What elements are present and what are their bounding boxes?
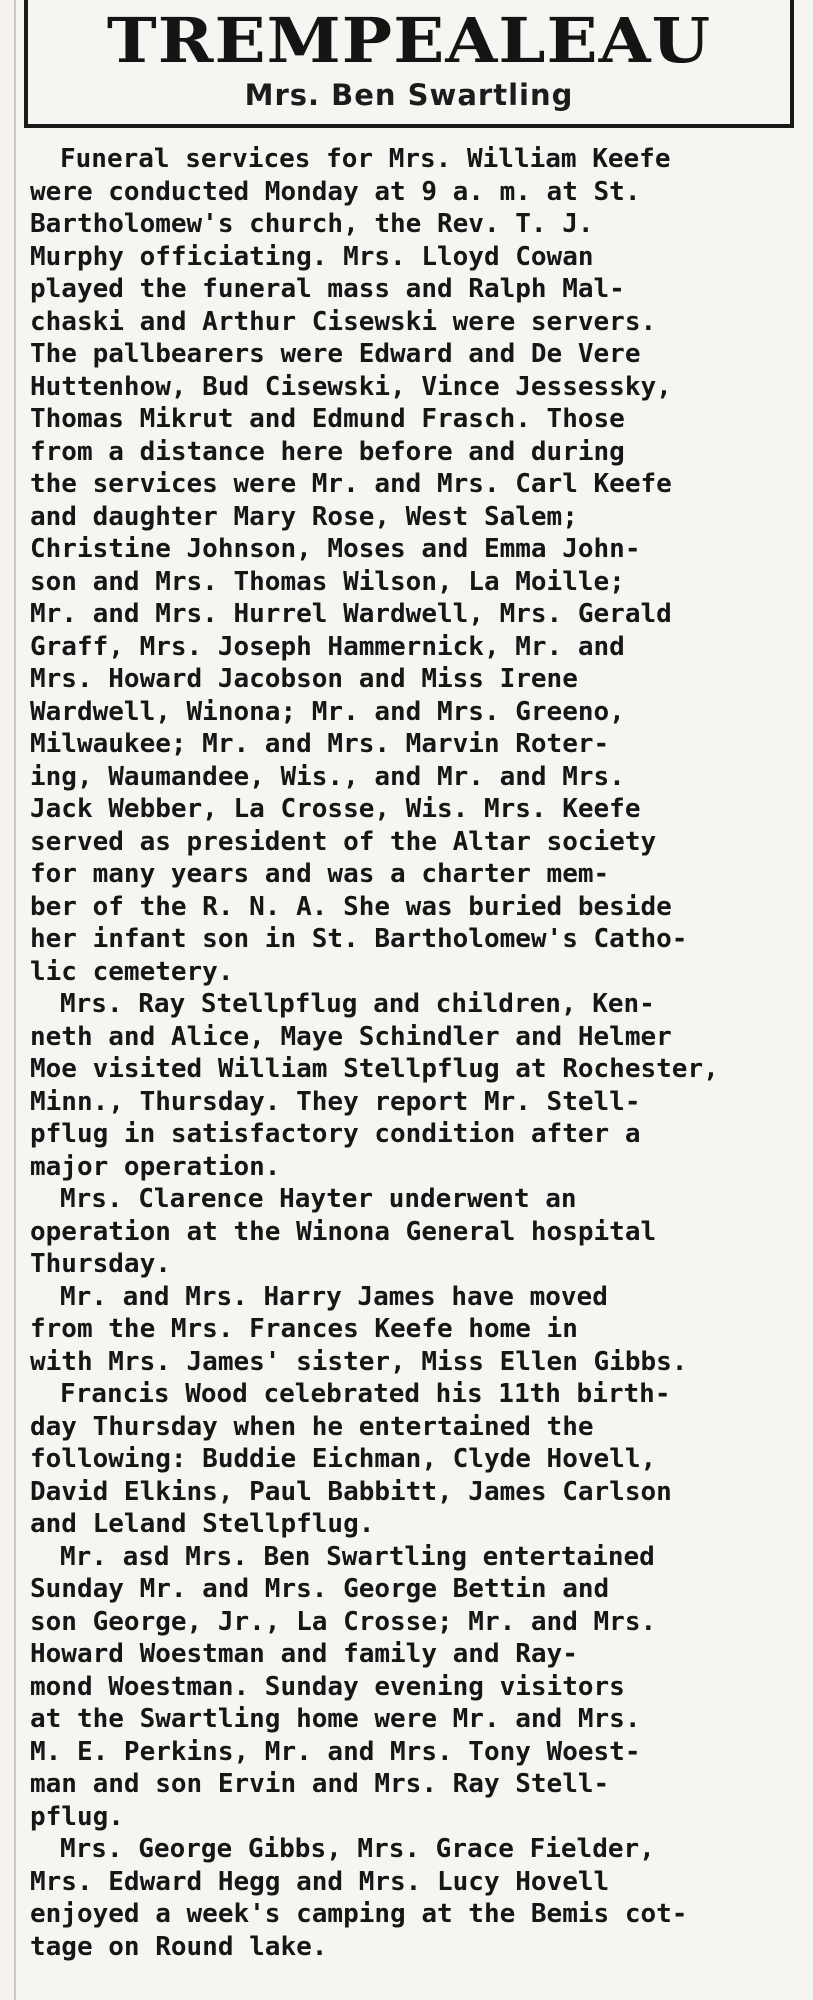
text-line: Thomas Mikrut and Edmund Frasch. Those	[30, 404, 625, 434]
text-line: M. E. Perkins, Mr. and Mrs. Tony Woest-	[30, 1736, 641, 1767]
text-line: son George, Jr., La Crosse; Mr. and Mrs.	[30, 1606, 657, 1637]
text-line: from a distance here before and during	[30, 436, 625, 467]
text-line: ber of the R. N. A. She was buried beside	[30, 891, 672, 922]
text-line: served as president of the Altar society	[30, 826, 657, 857]
article-paragraph	[30, 1833, 800, 1963]
article-paragraph	[30, 1183, 800, 1281]
text-line: and daughter Mary Rose, West Salem;	[30, 501, 578, 532]
text-line: played the funeral mass and Ralph Mal-	[30, 274, 625, 304]
text-line: Mrs. George Gibbs, Mrs. Grace Fielder,	[60, 1834, 655, 1864]
article-paragraph	[30, 988, 800, 1183]
article-paragraph	[30, 1281, 800, 1379]
text-line: major operation.	[30, 1151, 281, 1182]
column-title: TREMPEALEAU	[106, 4, 712, 77]
text-line: Funeral services for Mrs. William Keefe	[60, 144, 671, 174]
article-paragraph	[30, 1541, 800, 1834]
article-paragraph	[30, 143, 800, 988]
text-line: Mrs. Ray Stellpflug and children, Ken-	[60, 989, 655, 1019]
text-line: Mrs. Clarence Hayter underwent an	[60, 1184, 577, 1214]
text-line: for many years and was a charter mem-	[30, 859, 610, 889]
text-line: Minn., Thursday. They report Mr. Stell-	[30, 1086, 641, 1117]
text-line: Thursday.	[30, 1249, 171, 1279]
text-line: the services were Mr. and Mrs. Carl Keefe	[30, 469, 672, 499]
text-line: Christine Johnson, Moses and Emma John-	[30, 534, 641, 564]
text-line: pflug in satisfactory condition after a	[30, 1119, 641, 1149]
text-line: Mr. and Mrs. Hurrel Wardwell, Mrs. Gerald	[30, 599, 672, 629]
text-line: Bartholomew's church, the Rev. T. J.	[30, 209, 594, 239]
text-line: Huttenhow, Bud Cisewski, Vince Jessessky,	[30, 371, 672, 402]
text-line: Mr. asd Mrs. Ben Swartling entertained	[60, 1541, 655, 1572]
text-line: were conducted Monday at 9 a. m. at St.	[30, 176, 641, 207]
text-line: Mrs. Howard Jacobson and Miss Irene	[30, 664, 578, 694]
text-line: neth and Alice, Maye Schindler and Helmer	[30, 1021, 672, 1052]
text-line: Francis Wood celebrated his 11th birth-	[60, 1379, 671, 1409]
text-line: Milwaukee; Mr. and Mrs. Marvin Roter-	[30, 729, 610, 759]
text-line: her infant son in St. Bartholomew's Catho-	[30, 924, 688, 954]
text-line: tage on Round lake.	[30, 1931, 328, 1962]
column-header	[24, 0, 794, 128]
text-line: David Elkins, Paul Babbitt, James Carlson	[30, 1476, 672, 1507]
text-line: pflug.	[30, 1801, 124, 1832]
text-line: Jack Webber, La Crosse, Wis. Mrs. Keefe	[30, 794, 641, 824]
text-line: with Mrs. James' sister, Miss Ellen Gibbs.	[30, 1346, 688, 1377]
article-body	[30, 143, 800, 1963]
text-line: Mrs. Edward Hegg and Mrs. Lucy Hovell	[30, 1866, 610, 1897]
text-line: operation at the Winona General hospital	[30, 1216, 657, 1247]
text-line: lic cemetery.	[30, 956, 234, 987]
text-line: Mr. and Mrs. Harry James have moved	[60, 1281, 608, 1312]
text-line: Graff, Mrs. Joseph Hammernick, Mr. and	[30, 631, 625, 662]
text-line: ing, Waumandee, Wis., and Mr. and Mrs.	[30, 761, 625, 792]
text-line: The pallbearers were Edward and De Vere	[30, 339, 641, 369]
text-line: from the Mrs. Frances Keefe home in	[30, 1314, 578, 1344]
text-line: Moe visited William Stellpflug at Rochester,	[30, 1054, 719, 1084]
text-line: Wardwell, Winona; Mr. and Mrs. Greeno,	[30, 696, 625, 727]
text-line: son and Mrs. Thomas Wilson, La Moille;	[30, 566, 625, 597]
text-line: Howard Woestman and family and Ray-	[30, 1639, 578, 1669]
text-line: Sunday Mr. and Mrs. George Bettin and	[30, 1574, 610, 1604]
text-line: and Leland Stellpflug.	[30, 1509, 375, 1539]
text-line: man and son Ervin and Mrs. Ray Stell-	[30, 1769, 610, 1799]
text-line: following: Buddie Eichman, Clyde Hovell,	[30, 1444, 657, 1474]
text-line: mond Woestman. Sunday evening visitors	[30, 1671, 625, 1702]
correspondent-byline: Mrs. Ben Swartling	[244, 78, 574, 112]
text-line: at the Swartling home were Mr. and Mrs.	[30, 1704, 641, 1734]
article-paragraph	[30, 1378, 800, 1541]
text-line: chaski and Arthur Cisewski were servers.	[30, 306, 657, 337]
text-line: day Thursday when he entertained the	[30, 1411, 594, 1442]
text-line: Murphy officiating. Mrs. Lloyd Cowan	[30, 241, 594, 272]
text-line: enjoyed a week's camping at the Bemis cot-	[30, 1899, 688, 1929]
